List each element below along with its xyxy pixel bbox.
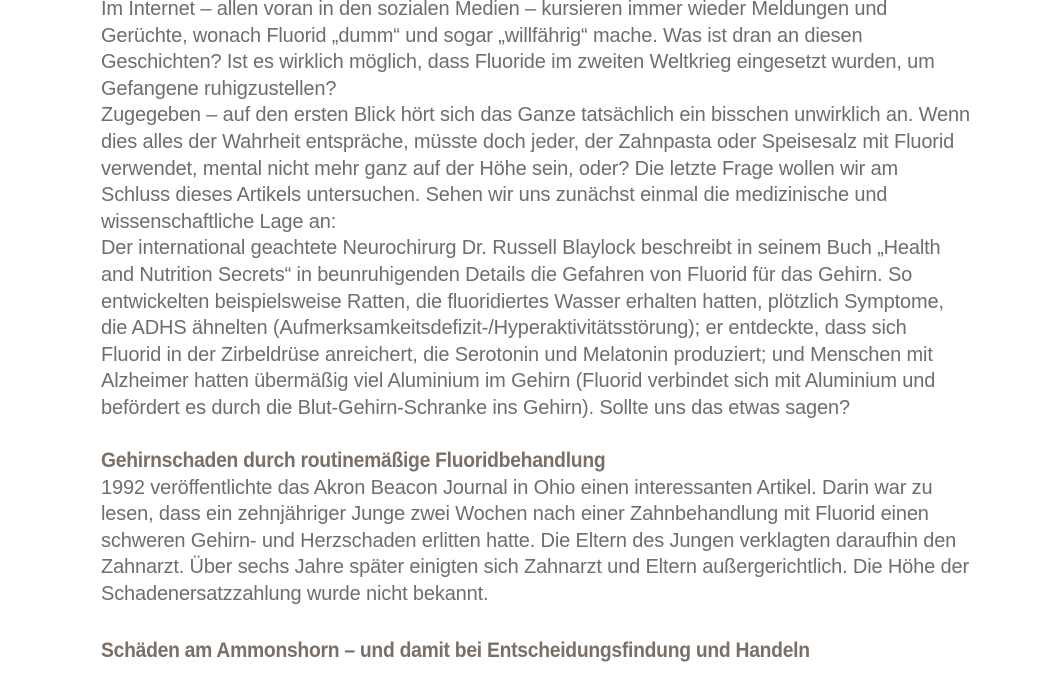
section-heading-hippocampus: Schäden am Ammonshorn – und damit bei Entscheidungsfindung und Handeln <box>101 639 810 663</box>
article <box>101 0 971 661</box>
section-body-brain-damage: 1992 veröffentlichte das Akron Beacon Journal in Ohio einen interessanten Artikel. Darin war zu lesen, dass ein zehnjähriger Junge zwei Wochen nach einer Zahnbehandlung mit Fluorid einen schweren Gehirn- und Herzschaden erlitten hatte. Die Eltern des Jungen verklagten daraufhin den Zahnarzt. Über sechs Jahre später einigten sich Zahnarzt und Eltern außergerichtlich. Die Höhe der Schadenersatzzahlung wurde nicht bekannt. <box>101 476 969 606</box>
blaylock-paragraph: Der international geachtete Neurochirurg Dr. Russell Blaylock beschreibt in seinem Buch „Health and Nutrition Secrets“ in beunruhigenden Details die Gefahren von Fluorid für das Gehirn. So entwickelten beispielsweise Ratten, die fluoridiertes Wasser erhalten hatten, plötzlich Symptome, die ADHS ähnelten (Aufmerksamkeitsdefizit-/Hyperaktivitätsstörung); er entdeckte, dass sich Fluorid in der Zirbeldrüse anreichert, die Serotonin und Melatonin produziert; und Menschen mit Alzheimer hatten übermäßig viel Aluminium im Gehirn (Fluorid verbindet sich mit Aluminium und befördert es durch die Blut-Gehirn-Schranke ins Gehirn). Sollte uns das etwas sagen? <box>101 237 944 419</box>
intro-paragraph: Im Internet – allen voran in den sozialen Medien – kursieren immer wieder Meldungen und Gerüchte, wonach Fluorid „dumm“ und sogar „willfährig“ mache. Was ist dran an diesen Geschichten? Ist es wirklich möglich, dass Fluoride im zweiten Weltkrieg eingesetzt wurden, um Gefangene ruhigzustellen? <box>101 0 935 100</box>
context-paragraph: Zugegeben – auf den ersten Blick hört sich das Ganze tatsächlich ein bisschen unwirklich an. Wenn dies alles der Wahrheit entspräche, müsste doch jeder, der Zahnpasta oder Speisesalz mit Fluorid verwendet, mental nicht mehr ganz auf der Höhe sein, oder? Die letzte Frage wollen wir am Schluss dieses Artikels untersuchen. Sehen wir uns zunächst einmal die medizinische und wissenschaftliche Lage an: <box>101 104 970 233</box>
section-spacer <box>101 422 971 449</box>
section-heading-brain-damage: Gehirnschaden durch routinemäßige Fluoridbehandlung <box>101 449 606 473</box>
section-spacer <box>101 608 971 635</box>
